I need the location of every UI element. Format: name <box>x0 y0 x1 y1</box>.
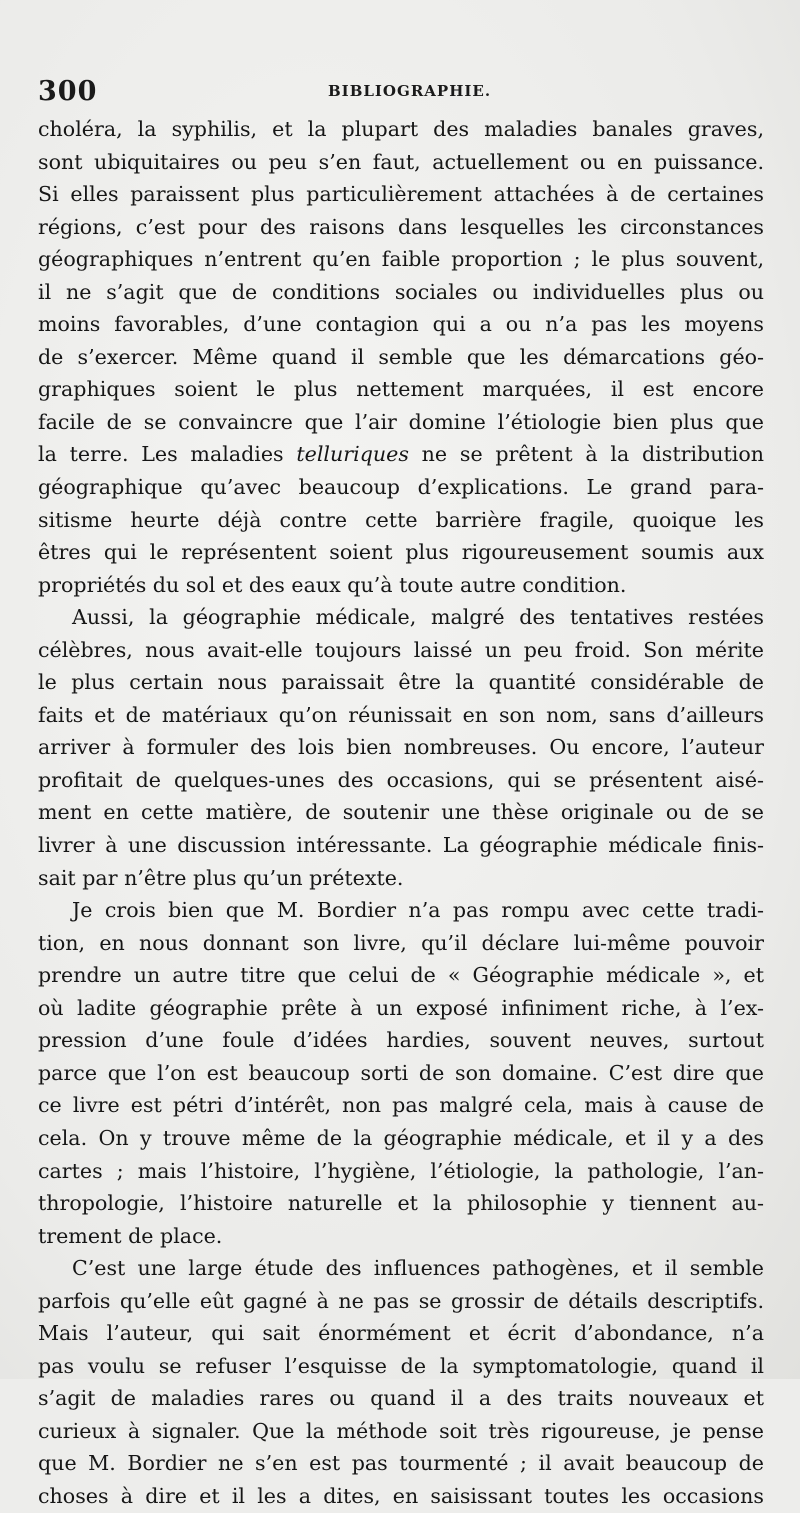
paragraph-1 <box>38 113 764 601</box>
text-line: cela. On y trouve même de la géographie médicale, et il y a des <box>38 1125 764 1150</box>
text-segment: la terre. Les maladies <box>38 442 297 467</box>
text-line: sont ubiquitaires ou peu s’en faut, actuellement ou en puissance. <box>38 149 764 174</box>
text-line: faits et de matériaux qu’on réunissait en son nom, sans d’ailleurs <box>38 702 764 727</box>
text-line: facile de se convaincre que l’air domine l’étiologie bien plus que <box>38 409 764 434</box>
text-line: s’agit de maladies rares ou quand il a des traits nouveaux et <box>38 1386 764 1411</box>
text-segment: ne se prêtent à la distribution <box>408 442 764 467</box>
text-line: parce que l’on est beaucoup sorti de son domaine. C’est dire que <box>38 1060 764 1085</box>
text-line: que M. Bordier ne s’en est pas tourmenté ; il avait beaucoup de <box>38 1451 764 1476</box>
text-line: êtres qui le représentent soient plus rigoureusement soumis aux <box>38 540 764 565</box>
text-line: régions, c’est pour des raisons dans lesquelles les circonstances <box>38 214 764 239</box>
text-line-with-italic <box>38 438 764 471</box>
text-line: prendre un autre titre que celui de « Géographie médicale », et <box>38 963 764 988</box>
text-line: Je crois bien que M. Bordier n’a pas rompu avec cette tradi- <box>72 898 764 923</box>
body-text <box>38 113 764 1513</box>
text-line: propriétés du sol et des eaux qu’à toute autre condition. <box>38 572 627 597</box>
text-line: célèbres, nous avait-elle toujours laissé un peu froid. Son mérite <box>38 637 764 662</box>
text-line: graphiques soient le plus nettement marquées, il est encore <box>38 377 764 402</box>
text-line: où ladite géographie prête à un exposé infiniment riche, à l’ex- <box>38 995 764 1020</box>
text-line: trement de place. <box>38 1223 223 1248</box>
text-line: ce livre est pétri d’intérêt, non pas malgré cela, mais à cause de <box>38 1093 764 1118</box>
text-line: cartes ; mais l’histoire, l’hygiène, l’étiologie, la pathologie, l’an- <box>38 1158 764 1183</box>
text-line: parfois qu’elle eût gagné à ne pas se grossir de détails descriptifs. <box>38 1288 764 1313</box>
text-line: Aussi, la géographie médicale, malgré des tentatives restées <box>72 605 764 630</box>
text-line: pression d’une foule d’idées hardies, souvent neuves, surtout <box>38 1028 764 1053</box>
text-line: choses à dire et il les a dites, en saisissant toutes les occasions <box>38 1483 764 1508</box>
text-line: sait par n’être plus qu’un prétexte. <box>38 865 404 890</box>
text-line: profitait de quelques-unes des occasions, qui se présentent aisé- <box>38 767 764 792</box>
text-line: curieux à signaler. Que la méthode soit très rigoureuse, je pense <box>38 1418 764 1443</box>
paragraph-4 <box>38 1252 764 1512</box>
text-line: choléra, la syphilis, et la plupart des maladies banales graves, <box>38 117 764 141</box>
text-line: sitisme heurte déjà contre cette barrière fragile, quoique les <box>38 507 764 532</box>
text-line: de s’exercer. Même quand il semble que les démarcations géo- <box>38 344 764 369</box>
text-line: livrer à une discussion intéressante. La géographie médicale finis- <box>38 833 764 858</box>
text-line: géographiques n’entrent qu’en faible proportion ; le plus souvent, <box>38 247 764 272</box>
text-line: Mais l’auteur, qui sait énormément et écrit d’abondance, n’a <box>38 1321 764 1346</box>
text-line: moins favorables, d’une contagion qui a ou n’a pas les moyens <box>38 312 764 337</box>
text-line: ment en cette matière, de soutenir une thèse originale ou de se <box>38 800 764 825</box>
text-line: arriver à formuler des lois bien nombreuses. Ou encore, l’auteur <box>38 735 764 760</box>
paragraph-2 <box>38 601 764 894</box>
text-line: il ne s’agit que de conditions sociales ou individuelles plus ou <box>38 279 764 304</box>
text-line: géographique qu’avec beaucoup d’explications. Le grand para- <box>38 475 764 500</box>
text-line: tion, en nous donnant son livre, qu’il déclare lui-même pouvoir <box>38 930 764 955</box>
text-line: pas voulu se refuser l’esquisse de la symptomatologie, quand il <box>38 1353 764 1378</box>
text-line: Si elles paraissent plus particulièrement attachées à de certaines <box>38 182 764 207</box>
paragraph-3 <box>38 894 764 1252</box>
page-header <box>38 76 764 116</box>
text-line: C’est une large étude des influences pathogènes, et il semble <box>72 1256 764 1281</box>
page-number: 300 <box>38 76 98 107</box>
text-line: thropologie, l’histoire naturelle et la philosophie y tiennent au- <box>38 1191 764 1216</box>
italic-term: telluriques <box>296 442 409 467</box>
text-line: le plus certain nous paraissait être la quantité considérable de <box>38 670 764 695</box>
running-head: BIBLIOGRAPHIE. <box>328 82 492 100</box>
